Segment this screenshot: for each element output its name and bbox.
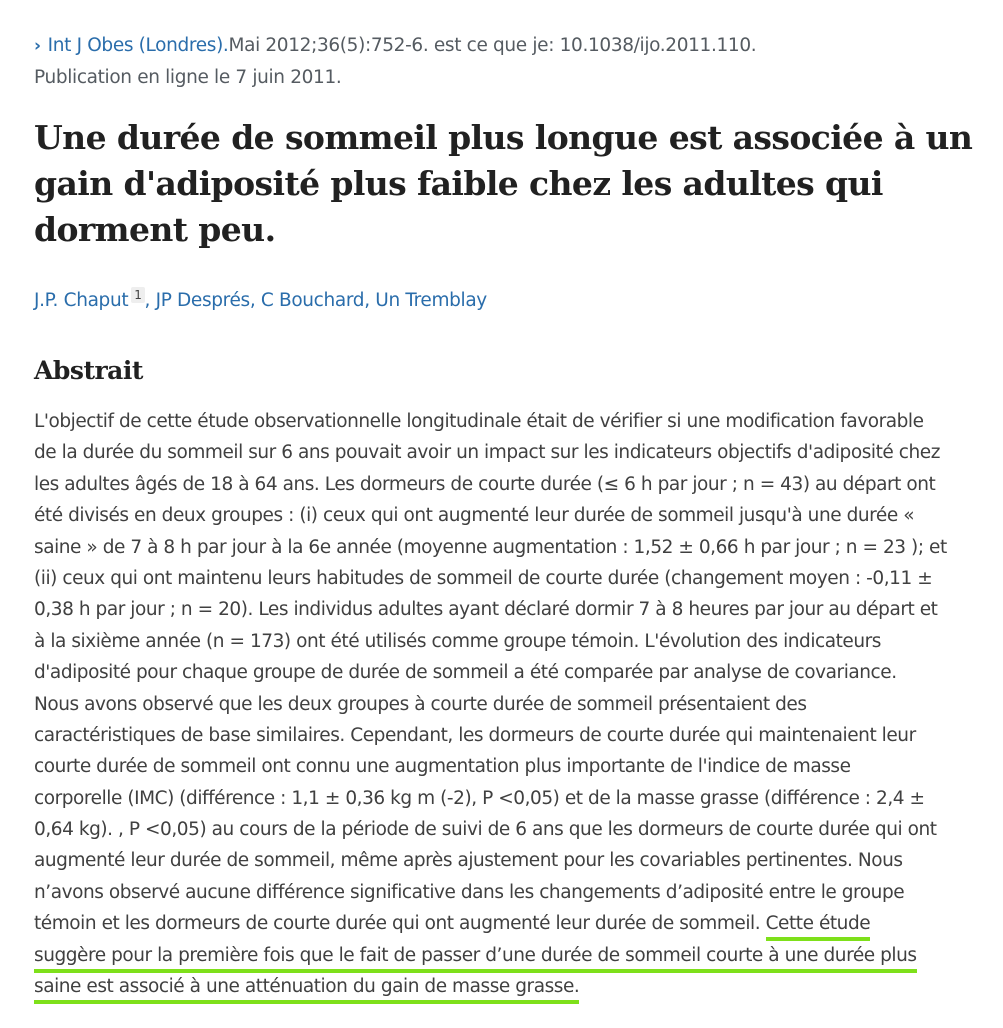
abstract-line: les adultes âgés de 18 à 64 ans. Les dormeurs de courte durée (≤ 6 h par jour ; n = 43) au départ ont — [34, 473, 936, 495]
abstract-line: saine » de 7 à 8 h par jour à la 6e année (moyenne augmentation : 1,52 ± 0,66 h par jour ; n = 23 ); et — [34, 536, 947, 558]
abstract-line: augmenté leur durée de sommeil, même après ajustement pour les covariables pertinentes. Nous — [34, 850, 903, 872]
author-separator: , — [364, 290, 376, 312]
abstract-heading: Abstrait — [34, 356, 143, 385]
author-list — [34, 287, 487, 315]
article-title — [34, 115, 974, 253]
abstract-line: de la durée du sommeil sur 6 ans pouvait avoir un impact sur les indicateurs objectifs d'adiposité chez — [34, 442, 940, 464]
chevron-right-icon[interactable]: › — [34, 36, 41, 56]
abstract-line: courte durée de sommeil ont connu une augmentation plus importante de l'indice de masse — [34, 756, 851, 778]
abstract-line: L'objectif de cette étude observationnelle longitudinale était de vérifier si une modification favorable — [34, 411, 924, 432]
highlighted-conclusion: saine est associé à une atténuation du gain de masse grasse. — [34, 976, 579, 1004]
abstract-line: n’avons observé aucune différence significative dans les changements d’adiposité entre le groupe — [34, 881, 905, 903]
abstract-line: (ii) ceux qui ont maintenu leurs habitudes de sommeil de courte durée (changement moyen : -0,11 ± — [34, 567, 933, 589]
highlighted-conclusion: suggère pour la première fois que le fait de passer d’une durée de sommeil courte à une durée plus — [34, 945, 917, 973]
abstract-line: caractéristiques de base similaires. Cependant, les dormeurs de courte durée qui maintenaient leur — [34, 724, 916, 746]
author-link[interactable]: J.P. Chaput — [34, 290, 129, 312]
abstract-line: 0,64 kg). , P <0,05) au cours de la période de suivi de 6 ans que les dormeurs de courte durée qui ont — [34, 819, 937, 841]
abstract-body — [34, 406, 979, 1002]
highlighted-conclusion: Cette étude — [766, 913, 871, 941]
abstract-line — [34, 908, 979, 939]
abstract-line: d'adiposité pour chaque groupe de durée de sommeil a été comparée par analyse de covariance. — [34, 662, 897, 684]
author-link[interactable]: JP Després — [155, 290, 250, 312]
title-line: Une durée de sommeil plus longue est associée à un — [34, 118, 973, 157]
abstract-line: corporelle (IMC) (différence : 1,1 ± 0,36 kg m (-2), P <0,05) et de la masse grasse (différence : 2,4 ± — [34, 787, 925, 809]
citation-details: Mai 2012;36(5):752-6. est ce que je: 10.1038/ijo.2011.110. — [228, 35, 757, 56]
abstract-line — [34, 971, 979, 1002]
author-link[interactable]: Un Tremblay — [375, 290, 487, 312]
title-line: gain d'adiposité plus faible chez les adultes qui — [34, 164, 883, 203]
affiliation-marker[interactable]: 1 — [131, 287, 144, 303]
abstract-line: été divisés en deux groupes : (i) ceux qui ont augmenté leur durée de sommeil jusqu'à une durée « — [34, 505, 915, 527]
citation-block — [34, 30, 756, 93]
abstract-line: Nous avons observé que les deux groupes à courte durée de sommeil présentaient des — [34, 693, 807, 715]
author-separator: , — [249, 290, 261, 312]
citation-line-1 — [34, 30, 756, 62]
abstract-text: témoin et les dormeurs de courte durée qui ont augmenté leur durée de sommeil. — [34, 913, 766, 935]
author-link[interactable]: C Bouchard — [260, 290, 365, 312]
abstract-line — [34, 940, 979, 971]
title-line: dorment peu. — [34, 210, 276, 249]
abstract-line: 0,38 h par jour ; n = 20). Les individus adultes ayant déclaré dormir 7 à 8 heures par jour au départ et — [34, 599, 938, 621]
publication-date: Publication en ligne le 7 juin 2011. — [34, 67, 342, 88]
abstract-line: à la sixième année (n = 173) ont été utilisés comme groupe témoin. L'évolution des indicateurs — [34, 630, 881, 652]
author-separator: , — [144, 290, 156, 312]
journal-link[interactable]: Int J Obes (Londres). — [47, 35, 229, 56]
